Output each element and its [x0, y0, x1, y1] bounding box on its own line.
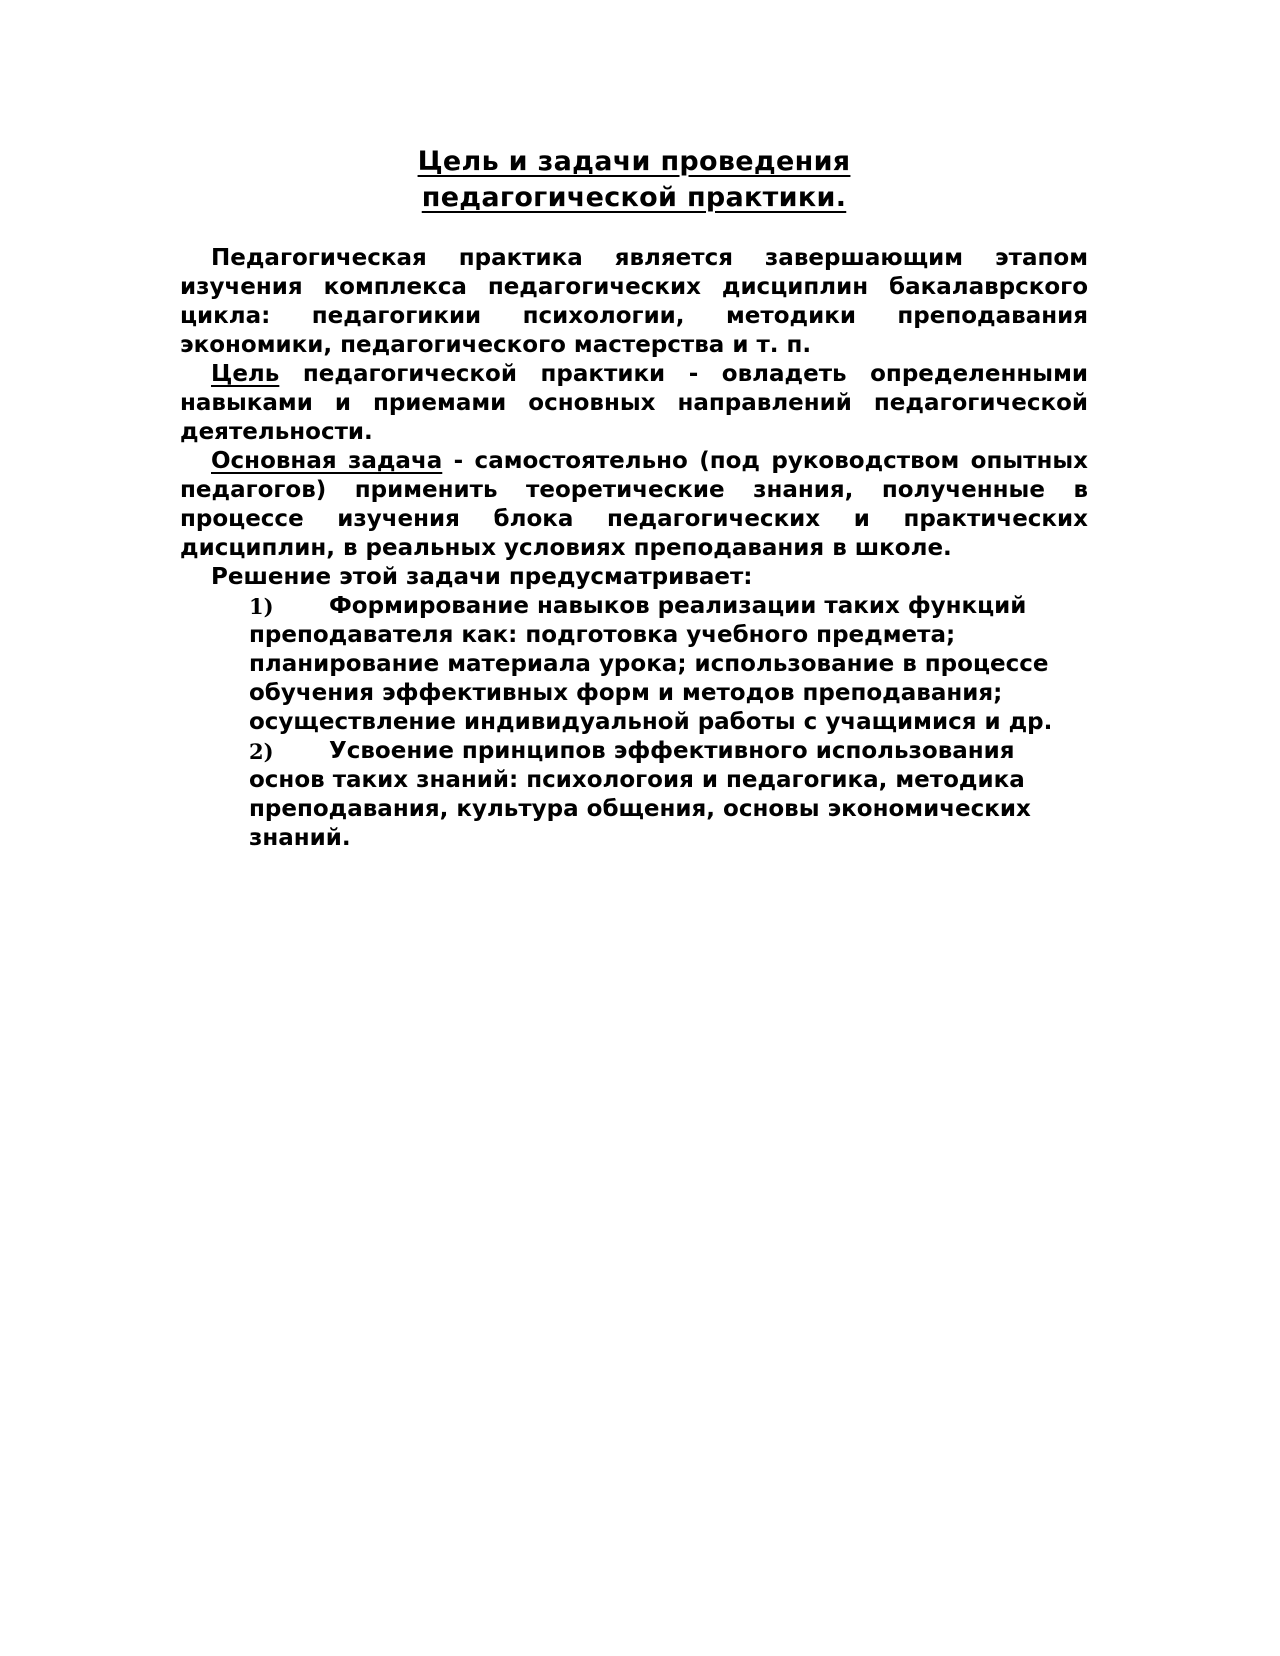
- list-item-text: Усвоение принципов эффективного использования основ таких знаний: психологоия и педагогика, методика преподавания, культура общения, основы экономических знаний.: [249, 738, 1031, 851]
- goal-text: педагогической практики - овладеть определенными навыками и приемами основных направлений педагогической деятельности.: [180, 361, 1088, 445]
- main-task-text: - самостоятельно (под руководством опытных педагогов) применить теоретические знания, полученные в процессе изучения блока педагогических и практических дисциплин, в реальных условиях преподавания в школе.: [180, 448, 1088, 561]
- list-item: [180, 737, 1088, 853]
- main-task-label: Основная задача: [211, 448, 443, 474]
- list-item-text: Формирование навыков реализации таких функций преподавателя как: подготовка учебного предмета; планирование материала урока; использование в процессе обучения эффективных форм и методов преподавания; осуществление индивидуальной работы с учащимися и др.: [249, 593, 1053, 735]
- title-line-2: педагогической практики.: [421, 182, 847, 213]
- title-line-1: Цель и задачи проведения: [417, 146, 851, 177]
- goal-label: Цель: [211, 361, 280, 387]
- paragraph-intro: Педагогическая практика является завершающим этапом изучения комплекса педагогических дисциплин бакалаврского цикла: педагогикии психологии, методики преподавания экономики, педагогического мастерства и т. п.: [180, 245, 1088, 358]
- list-item-number: 1): [249, 594, 274, 619]
- list-item-number: 2): [249, 739, 274, 764]
- document-body: [180, 244, 1088, 853]
- list-item: [180, 592, 1088, 737]
- paragraph-goal: [180, 360, 1088, 447]
- paragraph-solution: Решение этой задачи предусматривает:: [211, 564, 753, 590]
- numbered-list: [180, 592, 1088, 853]
- paragraph-main-task: [180, 447, 1088, 563]
- document-title: [180, 144, 1088, 216]
